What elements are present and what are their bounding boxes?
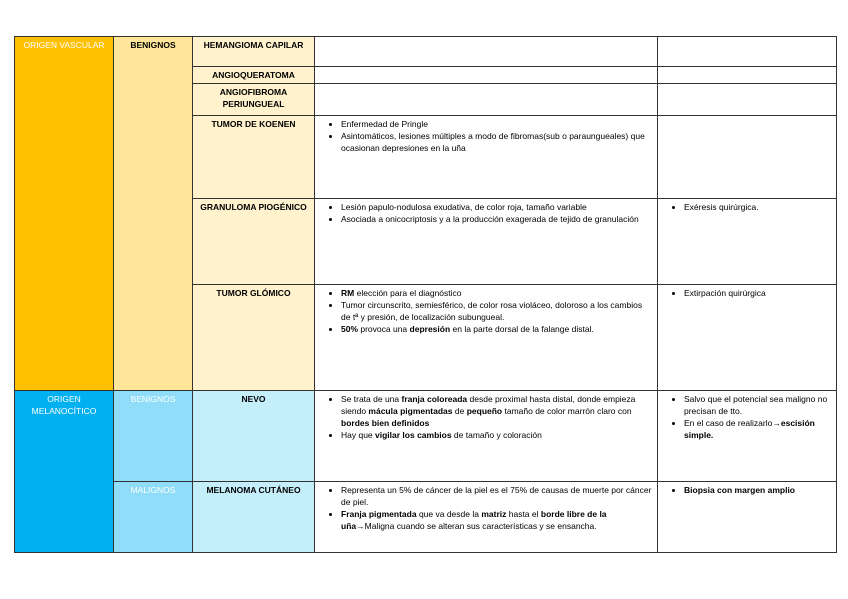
category-malignant-melanocytic: MALIGNOS [114,482,193,553]
lesion-table [14,36,837,553]
list-item: • RM elección para el diagnóstico [341,287,653,299]
origin-vascular: ORIGEN VASCULAR [15,37,114,391]
category-benign-vascular: BENIGNOS [114,37,193,391]
description-cell [315,37,658,67]
row-name-nevo: NEVO [193,391,315,482]
row-name-glomico: TUMOR GLÓMICO [193,285,315,391]
description-cell [315,482,658,553]
description-cell [315,285,658,391]
category-benign-melanocytic: BENIGNOS [114,391,193,482]
list-item: • Biopsia con margen amplio [684,484,832,496]
list-item: • Lesión papulo-nodulosa exudativa, de color roja, tamaño variable [341,201,653,213]
list-item: • Representa un 5% de cáncer de la piel es el 75% de causas de muerte por cáncer de piel. [341,484,653,508]
list-item: • Tumor circunscrito, semiesférico, de color rosa violáceo, doloroso a los cambios de tª y presión, de localización subungueal. [341,299,653,323]
list-item: • Exéresis quirúrgica. [684,201,832,213]
list-item: • 50% provoca una depresión en la parte dorsal de la falange distal. [341,323,653,335]
treatment-cell [658,285,837,391]
treatment-cell [658,67,837,84]
table-row [15,482,837,553]
table-row [15,37,837,67]
description-cell [315,199,658,285]
list-item: • Extirpación quirúrgica [684,287,832,299]
list-item: • Enfermedad de Pringle [341,118,653,130]
list-item: • Asintomáticos, lesiones múltiples a modo de fibromas(sub o paraungueales) que ocasionan depresiones en la uña [341,130,653,154]
list-item: • Se trata de una franja coloreada desde proximal hasta distal, donde empieza siendo mácula pigmentadas de pequeño tamaño de color marrón claro con bordes bien definidos [341,393,653,429]
row-name-granuloma: GRANULOMA PIOGÉNICO [193,199,315,285]
treatment-cell [658,199,837,285]
origin-melanocytic: ORIGEN MELANOCÍTICO [15,391,114,553]
list-item: • Franja pigmentada que va desde la matriz hasta el borde libre de la uña→Maligna cuando se alteran sus características y se ensancha. [341,508,653,532]
treatment-cell [658,116,837,199]
treatment-cell [658,37,837,67]
description-cell [315,391,658,482]
row-name-koenen: TUMOR DE KOENEN [193,116,315,199]
list-item: • Asociada a onicocriptosis y a la producción exagerada de tejido de granulación [341,213,653,225]
list-item: • Hay que vigilar los cambios de tamaño y coloración [341,429,653,441]
row-name-hemangioma: HEMANGIOMA CAPILAR [193,37,315,67]
treatment-cell [658,482,837,553]
treatment-cell [658,391,837,482]
description-cell [315,116,658,199]
table-row [15,391,837,482]
description-cell [315,67,658,84]
list-item: • Salvo que el potencial sea maligno no precisan de tto. [684,393,832,417]
treatment-cell [658,84,837,116]
row-name-angioqueratoma: ANGIOQUERATOMA [193,67,315,84]
description-cell [315,84,658,116]
row-name-melanoma: MELANOMA CUTÁNEO [193,482,315,553]
list-item: • En el caso de realizarlo→escisión simple. [684,417,832,441]
row-name-angiofibroma: ANGIOFIBROMA PERIUNGUEAL [193,84,315,116]
